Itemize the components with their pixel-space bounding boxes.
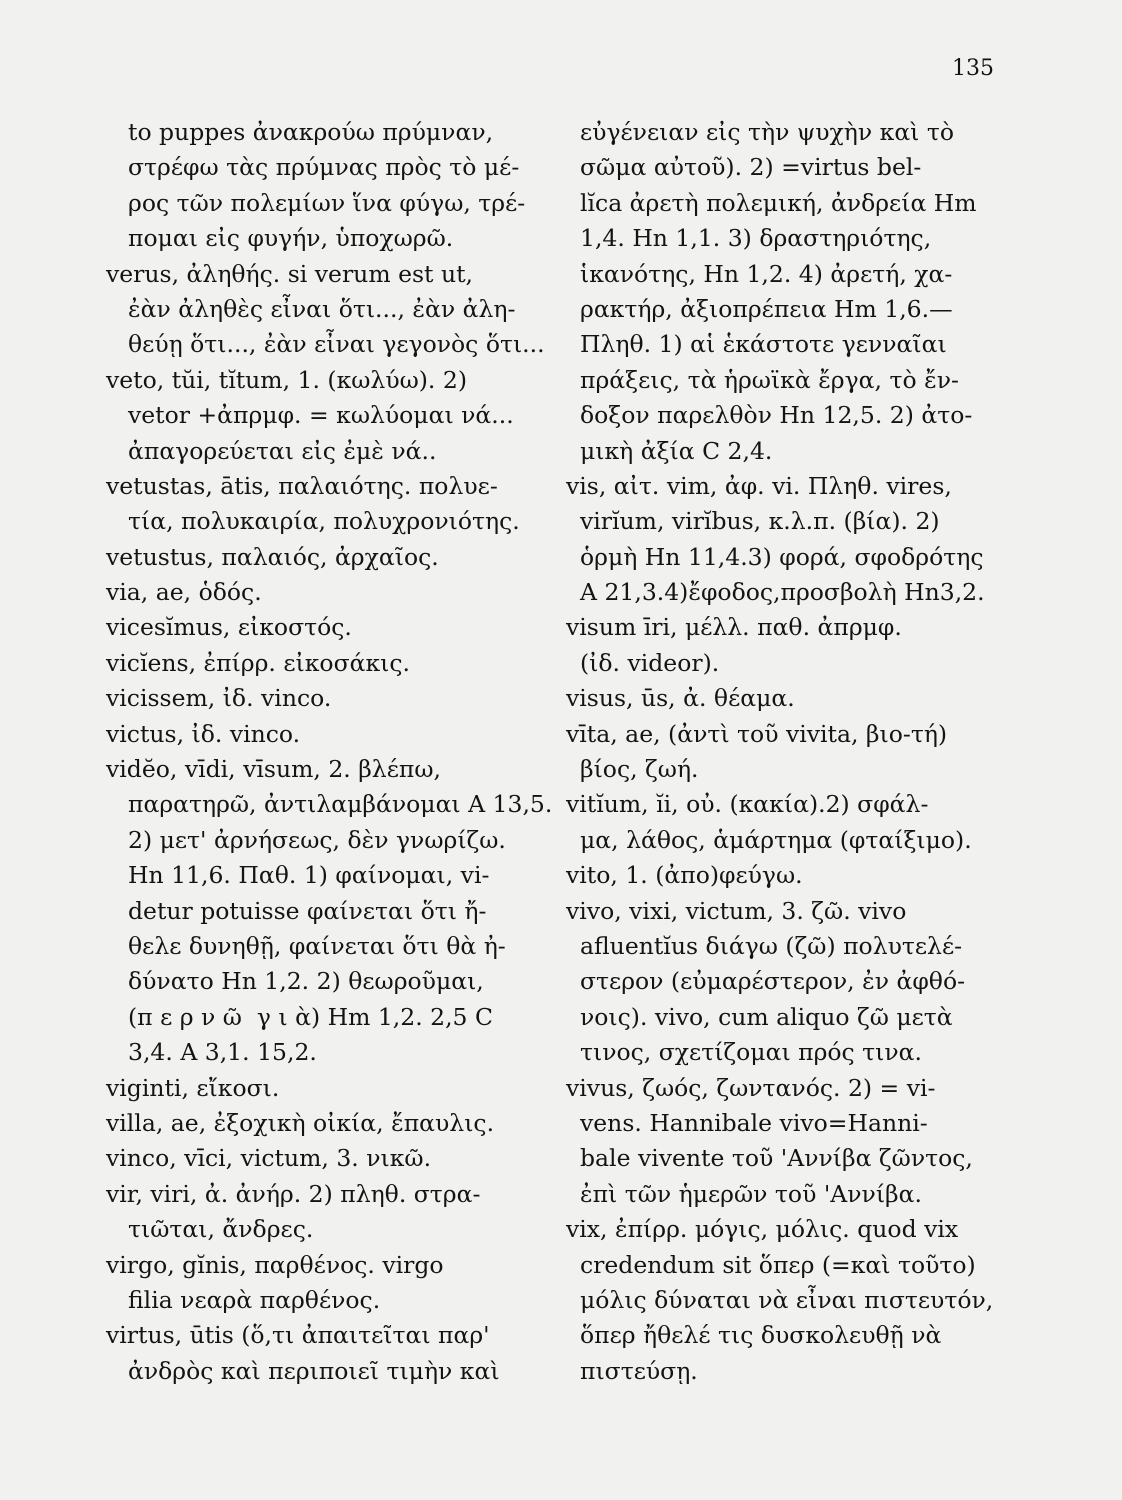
entry-line: στερον (εὐμαρέστερον, ἐν ἀφθό-	[580, 967, 966, 996]
entry-line: Hn 11,6. Παθ. 1) φαίνομαι, vi-	[128, 861, 490, 890]
entry-line: visum īri, μέλλ. παθ. ἀπρμφ.	[566, 613, 902, 642]
entry-line: lĭca ἀρετὴ πολεμική, ἀνδρεία Hm	[580, 188, 977, 217]
entry-line: vis, αἰτ. vim, ἀφ. vi. Πληθ. vires,	[566, 471, 952, 500]
entry-line: παρατηρῶ, ἀντιλαμβάνομαι A 13,5.	[128, 790, 553, 819]
page-number: 135	[952, 56, 994, 81]
entry-line: στρέφω τὰς πρύμνας πρὸς τὸ μέ-	[128, 153, 520, 182]
entry-line: δοξον παρελθὸν Hn 12,5. 2) ἀτο-	[580, 401, 973, 430]
entry-line: vicesĭmus, εἰκοστός.	[106, 613, 352, 642]
entry-line: ρος τῶν πολεμίων ἵνα φύγω, τρέ-	[128, 188, 526, 217]
entry-line: μα, λάθος, ἁμάρτημα (φταίξιμο).	[580, 825, 972, 854]
entry-line: vir, viri, ἀ. ἀνήρ. 2) πληθ. στρα-	[106, 1179, 481, 1208]
entry-line: μόλις δύναται νὰ εἶναι πιστευτόν,	[580, 1285, 994, 1314]
entry-line: Πληθ. 1) αἱ ἑκάστοτε γενναῖαι	[580, 330, 947, 359]
entry-line: villa, ae, ἐξοχικὴ οἰκία, ἔπαυλις.	[106, 1108, 495, 1137]
entry-line: εὐγένειαν εἰς τὴν ψυχὴν καὶ τὸ	[580, 118, 955, 146]
entry-line: vivo, vixi, victum, 3. ζῶ. vivo	[566, 896, 907, 925]
entry-line: δύνατο Hn 1,2. 2) θεωροῦμαι,	[128, 967, 484, 996]
entry-line: vīta, ae, (ἀντὶ τοῦ vivita, βιο-τή)	[566, 719, 948, 748]
entry-line: (ἰδ. videor).	[580, 648, 720, 677]
entry-line: visus, ūs, ἀ. θέαμα.	[566, 684, 795, 713]
entry-line: 1,4. Hn 1,1. 3) δραστηριότης,	[580, 224, 932, 253]
entry-line: θελε δυνηθῇ, φαίνεται ὅτι θὰ ἠ-	[128, 931, 506, 960]
entry-line: vetor +ἀπρμφ. = κωλύομαι νά...	[128, 401, 514, 430]
entry-line: ὅπερ ἤθελέ τις δυσκολευθῇ νὰ	[580, 1321, 942, 1350]
entry-line: vito, 1. (ἀπο)φεύγω.	[566, 861, 803, 890]
entry-line: vitĭum, ĭi, οὐ. (κακία).2) σφάλ-	[566, 790, 929, 819]
entry-line: vinco, vīci, victum, 3. νικῶ.	[106, 1144, 432, 1173]
entry-line: ὁρμὴ Hn 11,4.3) φορά, σφοδρότης	[580, 542, 984, 571]
left-column	[106, 115, 553, 1389]
entry-line: filia νεαρὰ παρθένος.	[128, 1285, 381, 1314]
entry-line: θεύῃ ὅτι..., ἐὰν εἶναι γεγονὸς ὅτι...	[128, 330, 545, 359]
entry-line: vicissem, ἰδ. vinco.	[106, 684, 332, 713]
entry-line: A 21,3.4)ἔφοδος,προσβολὴ Hn3,2.	[580, 578, 985, 607]
entry-line: credendum sit ὅπερ (=καὶ τοῦτο)	[580, 1250, 976, 1279]
entry-line: virtus, ūtis (ὅ,τι ἀπαιτεῖται παρ'	[106, 1321, 490, 1350]
entry-line: πράξεις, τὰ ἡρωϊκὰ ἔργα, τὸ ἔν-	[580, 365, 959, 394]
entry-line: πομαι εἰς φυγήν, ὑποχωρῶ.	[128, 224, 454, 253]
entry-line: to puppes ἀνακρούω πρύμναν,	[128, 118, 494, 146]
entry-line: veto, tŭi, tĭtum, 1. (κωλύω). 2)	[106, 365, 467, 394]
entry-line: τία, πολυκαιρία, πολυχρονιότης.	[128, 507, 520, 536]
entry-line: 2) μετ' ἀρνήσεως, δὲν γνωρίζω.	[128, 825, 506, 854]
entry-line: βίος, ζωή.	[580, 755, 699, 784]
entry-line: ἱκανότης, Hn 1,2. 4) ἀρετή, χα-	[580, 259, 953, 288]
entry-line: via, ae, ὁδός.	[106, 578, 262, 607]
entry-line: (π ε ρ ν ῶ γ ι ὰ) Hm 1,2. 2,5 C	[128, 1002, 493, 1031]
entry-line: victus, ἰδ. vinco.	[106, 719, 301, 748]
entry-line: afluentĭus διάγω (ζῶ) πολυτελέ-	[580, 931, 963, 960]
entry-line: viginti, εἴκοσι.	[106, 1073, 280, 1102]
entry-line: vicĭens, ἐπίρρ. εἰκοσάκις.	[106, 648, 411, 677]
entry-line: ἀνδρὸς καὶ περιποιεῖ τιμὴν καὶ	[128, 1356, 500, 1385]
entry-line: vivus, ζωός, ζωντανός. 2) = vi-	[566, 1073, 936, 1102]
entry-line: πιστεύσῃ.	[580, 1356, 698, 1385]
right-column	[566, 115, 995, 1389]
entry-line: vens. Hannibale vivo=Hanni-	[580, 1108, 928, 1137]
entry-line: ἐὰν ἀληθὲς εἶναι ὅτι..., ἐὰν ἀλη-	[128, 294, 516, 323]
entry-line: vetustus, παλαιός, ἀρχαῖος.	[106, 542, 439, 571]
entry-line: τιῶται, ἄνδρες.	[128, 1215, 314, 1244]
entry-line: τινος, σχετίζομαι πρός τινα.	[580, 1038, 923, 1067]
entry-line: bale vivente τοῦ 'Αννίβα ζῶντος,	[580, 1144, 973, 1173]
entry-line: σῶμα αὐτοῦ). 2) =virtus bel-	[580, 153, 922, 182]
entry-line: virgo, gĭnis, παρθένος. virgo	[106, 1250, 444, 1279]
entry-line: vidĕo, vīdi, vīsum, 2. βλέπω,	[106, 755, 441, 784]
entry-line: virĭum, virĭbus, κ.λ.π. (βία). 2)	[580, 507, 940, 536]
entry-line: vix, ἐπίρρ. μόγις, μόλις. quod vix	[566, 1215, 959, 1244]
entry-line: verus, ἀληθής. si verum est ut,	[106, 259, 474, 288]
entry-line: vetustas, ātis, παλαιότης. πολυε-	[106, 471, 498, 500]
entry-line: νοις). vivo, cum aliquo ζῶ μετὰ	[580, 1002, 953, 1031]
entry-line: detur potuisse φαίνεται ὅτι ἤ-	[128, 896, 487, 925]
entry-line: 3,4. A 3,1. 15,2.	[128, 1038, 317, 1067]
entry-line: ἐπὶ τῶν ἡμερῶν τοῦ 'Αννίβα.	[580, 1179, 922, 1208]
entry-line: μικὴ ἀξία C 2,4.	[580, 436, 773, 465]
entry-line: ἀπαγορεύεται εἰς ἐμὲ νά..	[128, 436, 437, 465]
entry-line: ρακτήρ, ἀξιοπρέπεια Hm 1,6.—	[580, 294, 953, 323]
